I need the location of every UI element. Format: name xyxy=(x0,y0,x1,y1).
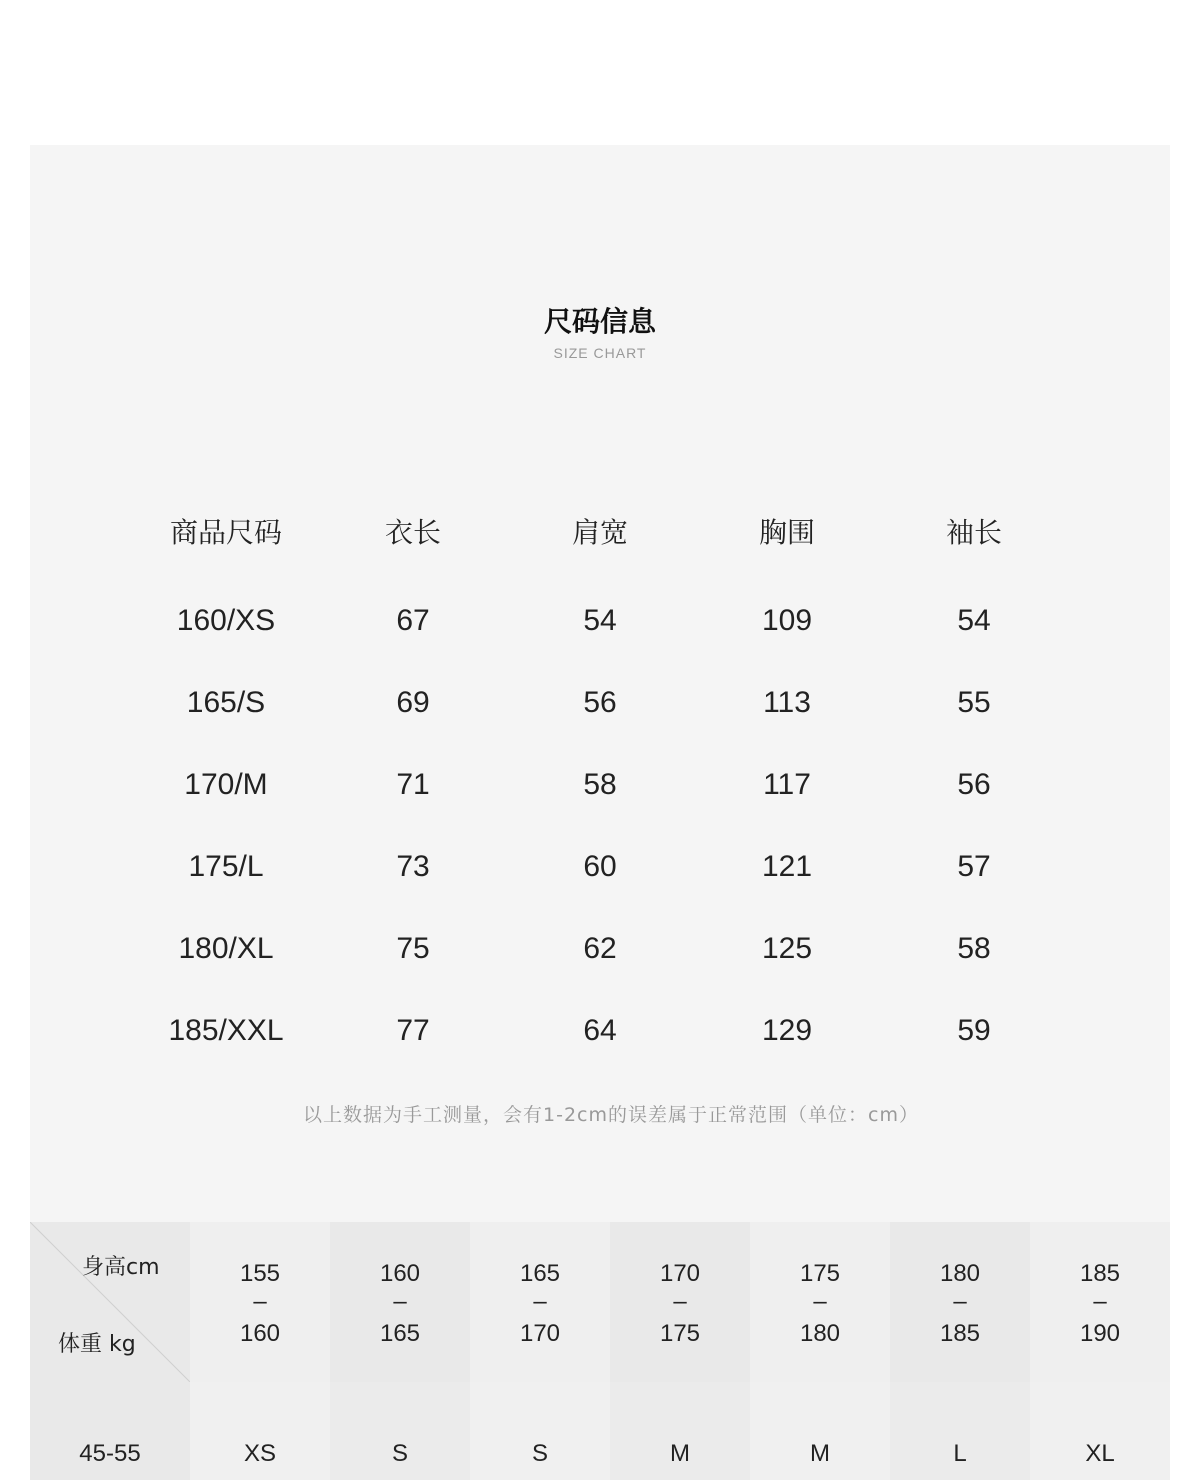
table-row xyxy=(0,591,1200,651)
table-row xyxy=(0,919,1200,979)
height-from: 175 xyxy=(799,1260,841,1287)
cell-sleeve: 57 xyxy=(957,850,991,883)
height-dash: – xyxy=(813,1288,827,1315)
cell-size: 160/XS xyxy=(176,604,276,637)
height-range-cell xyxy=(750,1222,890,1382)
height-dash: – xyxy=(673,1288,687,1315)
header-cell-chest: 胸围 xyxy=(758,516,815,549)
height-from: 185 xyxy=(1079,1260,1121,1287)
corner-cell xyxy=(30,1222,190,1480)
recommended-size-cell xyxy=(330,1382,470,1480)
table-row xyxy=(0,1001,1200,1061)
recommended-size-cell xyxy=(750,1382,890,1480)
cell-sleeve: 55 xyxy=(957,686,991,719)
table-header-row xyxy=(0,503,1200,563)
cell-shoulder: 54 xyxy=(583,604,617,637)
height-to: 180 xyxy=(799,1320,841,1347)
height-to: 190 xyxy=(1079,1320,1121,1347)
height-column xyxy=(610,1222,750,1480)
cell-size: 165/S xyxy=(186,686,266,719)
height-dash: – xyxy=(533,1288,547,1315)
height-dash: – xyxy=(953,1288,967,1315)
height-column xyxy=(330,1222,470,1480)
height-to: 160 xyxy=(239,1320,281,1347)
cell-chest: 125 xyxy=(761,932,813,965)
cell-sleeve: 54 xyxy=(957,604,991,637)
height-column xyxy=(470,1222,610,1480)
recommended-size-cell xyxy=(470,1382,610,1480)
height-range-cell xyxy=(330,1222,470,1382)
page-title: 尺码信息 xyxy=(543,305,656,338)
height-range-cell xyxy=(470,1222,610,1382)
cell-sleeve: 59 xyxy=(957,1014,991,1047)
height-range-cell xyxy=(890,1222,1030,1382)
recommended-size: XS xyxy=(243,1440,276,1467)
size-recommendation-table xyxy=(30,1222,1170,1480)
cell-sleeve: 58 xyxy=(957,932,991,965)
cell-length: 75 xyxy=(396,932,430,965)
cell-chest: 121 xyxy=(761,850,813,883)
diagonal-divider xyxy=(30,1222,190,1382)
cell-sleeve: 56 xyxy=(957,768,991,801)
height-dash: – xyxy=(1093,1288,1107,1315)
page-subtitle: SIZE CHART xyxy=(553,345,647,361)
recommended-size: L xyxy=(953,1440,967,1467)
height-range-cell xyxy=(610,1222,750,1382)
cell-shoulder: 56 xyxy=(583,686,617,719)
header-cell-shoulder: 肩宽 xyxy=(571,516,628,549)
recommended-size: M xyxy=(810,1440,830,1467)
measurement-note: 以上数据为手工测量，会有1-2cm的误差属于正常范围（单位：cm） xyxy=(303,1104,919,1126)
height-column xyxy=(890,1222,1030,1480)
table-row xyxy=(0,755,1200,815)
cell-size: 185/XXL xyxy=(168,1014,284,1047)
height-from: 170 xyxy=(659,1260,701,1287)
cell-length: 71 xyxy=(396,768,430,801)
cell-chest: 129 xyxy=(761,1014,813,1047)
cell-length: 67 xyxy=(396,604,430,637)
cell-chest: 109 xyxy=(761,604,813,637)
table-row xyxy=(0,673,1200,733)
height-from: 155 xyxy=(239,1260,281,1287)
cell-shoulder: 64 xyxy=(583,1014,617,1047)
height-column xyxy=(190,1222,330,1480)
cell-chest: 117 xyxy=(763,768,811,801)
height-column xyxy=(1030,1222,1170,1480)
cell-length: 77 xyxy=(396,1014,430,1047)
header-cell-sleeve: 袖长 xyxy=(945,516,1002,549)
cell-size: 180/XL xyxy=(178,932,274,965)
recommended-size-cell xyxy=(1030,1382,1170,1480)
height-dash: – xyxy=(393,1288,407,1315)
cell-length: 69 xyxy=(396,686,430,719)
weight-range-cell xyxy=(30,1382,190,1480)
cell-length: 73 xyxy=(396,850,430,883)
height-dash: – xyxy=(253,1288,267,1315)
height-column xyxy=(750,1222,890,1480)
recommended-size-cell xyxy=(890,1382,1030,1480)
recommended-size: S xyxy=(391,1440,408,1467)
height-to: 175 xyxy=(659,1320,701,1347)
cell-size: 170/M xyxy=(184,768,268,801)
cell-shoulder: 62 xyxy=(583,932,617,965)
recommended-size: S xyxy=(531,1440,548,1467)
height-from: 180 xyxy=(939,1260,981,1287)
recommended-size-cell xyxy=(610,1382,750,1480)
recommended-size-cell xyxy=(190,1382,330,1480)
height-label: 身高cm xyxy=(82,1255,160,1280)
cell-chest: 113 xyxy=(763,686,811,719)
header-cell-length: 衣长 xyxy=(384,516,441,549)
height-to: 170 xyxy=(519,1320,561,1347)
header-cell-size: 商品尺码 xyxy=(169,516,282,549)
height-from: 165 xyxy=(519,1260,561,1287)
weight-range: 45-55 xyxy=(79,1440,141,1467)
cell-shoulder: 60 xyxy=(583,850,617,883)
corner-header xyxy=(30,1222,190,1382)
recommended-size: XL xyxy=(1085,1440,1115,1467)
height-from: 160 xyxy=(379,1260,421,1287)
cell-shoulder: 58 xyxy=(583,768,617,801)
height-to: 185 xyxy=(939,1320,981,1347)
height-range-cell xyxy=(190,1222,330,1382)
weight-label: 体重 kg xyxy=(58,1332,136,1357)
recommended-size: M xyxy=(670,1440,690,1467)
cell-size: 175/L xyxy=(188,850,264,883)
height-range-cell xyxy=(1030,1222,1170,1382)
height-to: 165 xyxy=(379,1320,421,1347)
table-row xyxy=(0,837,1200,897)
